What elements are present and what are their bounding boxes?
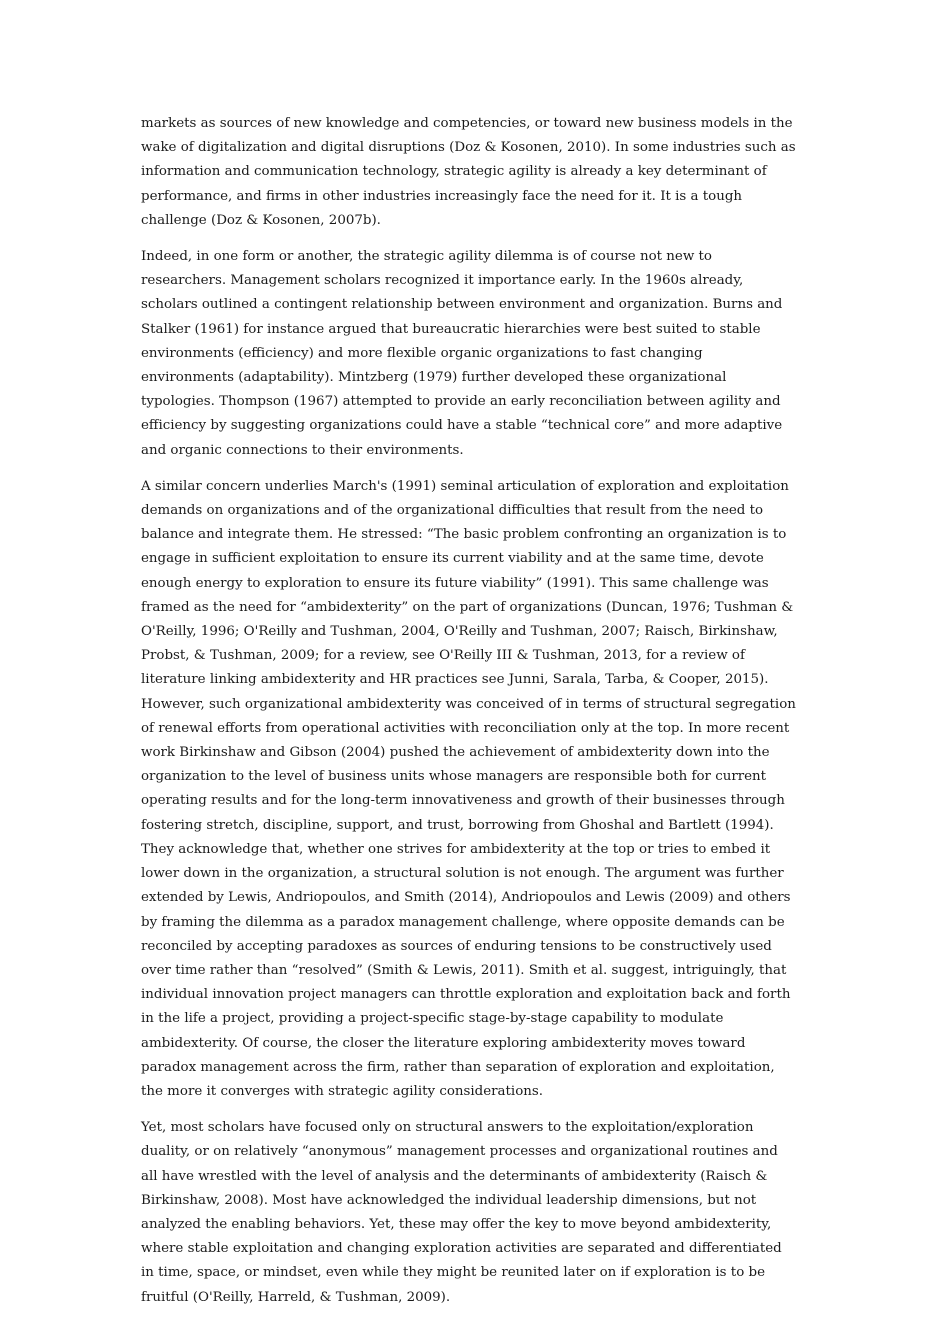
article-body	[141, 112, 797, 1322]
paragraph-continuation: markets as sources of new knowledge and competencies, or toward new business models in the wake of digitalization and digital disruptions (Doz & Kosonen, 2010). In some industries such as information and communication technology, strategic agility is already a key determinant of performance, and firms in other industries increasingly face the need for it. It is a tough challenge (Doz & Kosonen, 2007b).	[141, 116, 796, 228]
paragraph-strategic-agility-dilemma: Indeed, in one form or another, the strategic agility dilemma is of course not new to researchers. Management scholars recognized it importance early. In the 1960s already, scholars outlined a contingent relationship between environment and organization. Burns and Stalker (1961) for instance argued that bureaucratic hierarchies were best suited to stable environments (efficiency) and more flexible organic organizations to fast changing environments (adaptability). Mintzberg (1979) further developed these organizational typologies. Thompson (1967) attempted to provide an early reconciliation between agility and efficiency by suggesting organizations could have a stable “technical core” and more adaptive and organic connections to their environments.	[141, 249, 783, 458]
paragraph-ambidexterity: A similar concern underlies March's (1991) seminal articulation of exploration and exploitation demands on organizations and of the organizational difficulties that result from the need to balance and integrate them. He stressed: “The basic problem confronting an organization is to engage in sufficient exploitation to ensure its current viability and at the same time, devote enough energy to exploration to ensure its future viability” (1991). This same challenge was framed as the need for “ambidexterity” on the part of organizations (Duncan, 1976; Tushman & O'Reilly, 1996; O'Reilly and Tushman, 2004, O'Reilly and Tushman, 2007; Raisch, Birkinshaw, Probst, & Tushman, 2009; for a review, see O'Reilly III & Tushman, 2013, for a review of literature linking ambidexterity and HR practices see Junni, Sarala, Tarba, & Cooper, 2015). However, such organizational ambidexterity was conceived of in terms of structural segregation of renewal efforts from operational activities with reconciliation only at the top. In more recent work Birkinshaw and Gibson (2004) pushed the achievement of ambidexterity down into the organization to the level of business units whose managers are responsible both for current operating results and for the long-term innovativeness and growth of their businesses through fostering stretch, discipline, support, and trust, borrowing from Ghoshal and Bartlett (1994). They acknowledge that, whether one strives for ambidexterity at the top or tries to embed it lower down in the organization, a structural solution is not enough. The argument was further extended by Lewis, Andriopoulos, and Smith (2014), Andriopoulos and Lewis (2009) and others by framing the dilemma as a paradox management challenge, where opposite demands can be reconciled by accepting paradoxes as sources of enduring tensions to be constructively used over time rather than “resolved” (Smith & Lewis, 2011). Smith et al. suggest, intriguingly, that individual innovation project managers can throttle exploration and exploitation back and forth in the life a project, providing a project-specific stage-by-stage capability to modulate ambidexterity. Of course, the closer the literature exploring ambidexterity moves toward paradox management across the firm, rather than separation of exploration and exploitation, the more it converges with strategic agility considerations.	[141, 478, 796, 1099]
paragraph-leadership-dimensions: Yet, most scholars have focused only on structural answers to the exploitation/exploration duality, or on relatively “anonymous” management processes and organizational routines and all have wrestled with the level of analysis and the determinants of ambidexterity (Raisch & Birkinshaw, 2008). Most have acknowledged the individual leadership dimensions, but not analyzed the enabling behaviors. Yet, these may offer the key to move beyond ambidexterity, where stable exploitation and changing exploration activities are separated and differentiated in time, space, or mindset, even while they might be reunited later on if exploration is to be fruitful (O'Reilly, Harreld, & Tushman, 2009).	[141, 1120, 782, 1305]
